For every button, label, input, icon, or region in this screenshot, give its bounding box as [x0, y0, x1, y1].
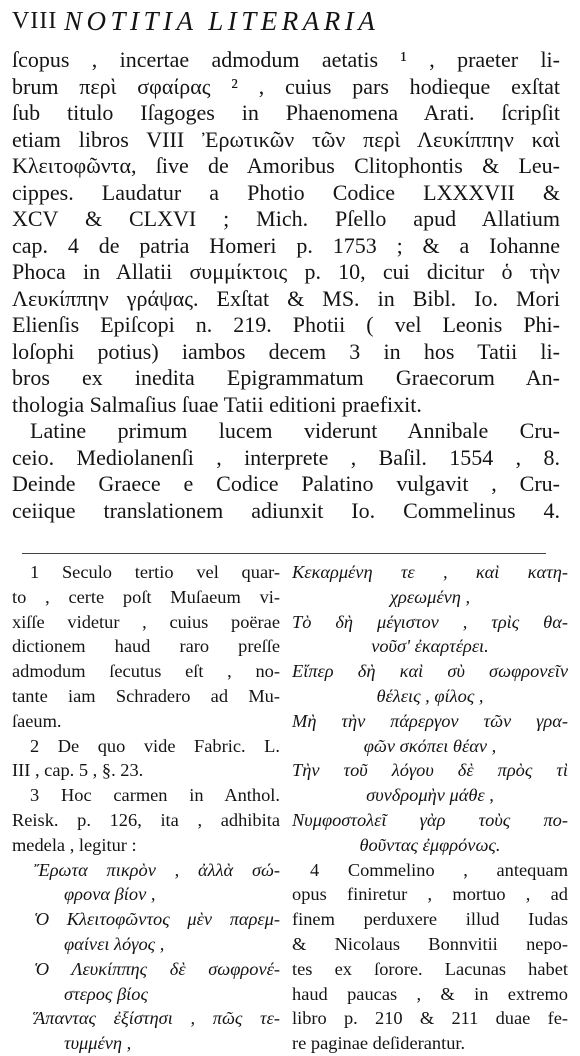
footnote-line: III , cap. 5 , §. 23. — [12, 760, 144, 781]
greek-verse-line: Μὴ τὴν πάρεργον τῶν γρα- — [292, 710, 568, 731]
text-line: Λευκίππην γράψας. Exſtat & MS. in Bibl. Io. Mori — [12, 285, 560, 311]
text-line: etiam libros VIII Ἐρωτικῶν τῶν περὶ Λευκίππην καὶ — [12, 126, 560, 152]
greek-verse-line: φρονα βίον , — [64, 884, 156, 905]
footnote-line: opus finiretur , mortuo , ad — [292, 884, 568, 905]
greek-verse-line: τυμμένη , — [64, 1033, 132, 1054]
footnote-rule — [22, 553, 546, 554]
footnote-line: admodum ſecutus eſt , no- — [12, 661, 280, 682]
text-line: loſophi potius) iambos decem 3 in hos Tatii li- — [12, 338, 560, 364]
greek-verse-line: Τὴν τοῦ λόγου δὲ πρὸς τὶ — [292, 760, 568, 781]
text-line: XCV & CLXVI ; Mich. Pſello apud Allatium — [12, 206, 560, 231]
greek-verse-line: Τὸ δὴ μέγιστον , τρὶς θα- — [292, 611, 568, 632]
text-line: Deinde Graece e Codice Palatino vulgavit , Cru- — [12, 471, 560, 496]
footnote-line: finem perduxere illud Iudas — [292, 909, 568, 930]
text-line: Κλειτοφῶντα, ſive de Amoribus Clitophontis & Leu- — [12, 153, 560, 178]
footnote-line: 3 Hoc carmen in Anthol. — [30, 785, 280, 806]
text-line: Phoca in Allatii συμμίκτοις p. 10, cui dicitur ὁ τὴν — [12, 259, 560, 284]
greek-verse-line: συνδρομὴν μάθε , — [366, 785, 494, 806]
greek-verse-line: φῶν σκόπει θέαν , — [363, 735, 497, 756]
greek-verse-line: Ἔρωτα πικρὸν , ἀλλὰ σώ- — [34, 859, 280, 880]
greek-verse-line: Ὁ Κλειτοφῶντος μὲν παρεμ- — [34, 909, 280, 930]
greek-verse-line: φαίνει λόγος , — [64, 933, 165, 954]
greek-verse-line: Ὁ Λευκίππης δὲ σωφρονέ- — [34, 958, 280, 979]
greek-verse-line: Εἴπερ δὴ καὶ σὺ σωφρονεῖν — [292, 661, 568, 682]
text-line: ſcopus , incertae admodum aetatis ¹ , praeter li- — [12, 47, 560, 72]
footnote-line: haud paucas , & in extremo — [292, 983, 568, 1004]
greek-verse-line: νοῦσ' ἐκαρτέρει. — [371, 636, 489, 657]
footnote-line: xiſſe videtur , cuius poërae — [12, 611, 280, 632]
footnotes-left-column — [12, 560, 280, 1056]
text-line: cippes. Laudatur a Photio Codice LXXXVII & — [12, 179, 560, 205]
text-line: thologia Salmaſius ſuae Tatii editioni praefixit. — [12, 391, 422, 417]
greek-verse-line: Ἅπαντας ἐξίστησι , πῶς τε- — [34, 1008, 280, 1029]
main-text — [12, 47, 560, 524]
footnote-line: tante iam Schradero ad Mu- — [12, 685, 280, 706]
footnote-line: tes ex ſorore. Lacunas habet — [292, 958, 568, 979]
footnote-line: libro p. 210 & 211 duae fe- — [292, 1008, 568, 1029]
footnote-line: ſaeum. — [12, 710, 62, 731]
greek-verse-line: θέλεις , φίλος , — [376, 685, 484, 706]
footnote-line: to , certe poſt Muſaeum vi- — [12, 586, 280, 607]
running-title: NOTITIA LITERARIA — [64, 6, 380, 36]
page-header — [12, 6, 568, 40]
text-line: bros ex inedita Epigrammatum Graecorum An- — [12, 365, 560, 390]
greek-verse-line: χρεωμένη , — [389, 586, 471, 607]
footnote-line: 2 De quo vide Fabric. L. — [30, 735, 280, 756]
text-line: brum περὶ σφαίρας ² , cuius pars hodieque exſtat — [12, 73, 560, 99]
text-line: Latine primum lucem viderunt Annibale Cru- — [30, 418, 560, 443]
text-line: Elienſis Epiſcopi n. 219. Photii ( vel Leonis Phi- — [12, 312, 560, 337]
footnote-line: & Nicolaus Bonnvitii nepo- — [292, 933, 568, 954]
footnotes-right-column — [292, 560, 568, 1056]
greek-verse-line: στερος βίος — [64, 983, 148, 1004]
text-line: ceio. Mediolanenſi , interprete , Baſil. 1554 , 8. — [12, 444, 560, 470]
greek-verse-line: Νυμφοστολεῖ γὰρ τοὺς πο- — [292, 809, 568, 830]
text-line: ſub titulo Iſagoges in Phaenomena Arati. ſcripſit — [12, 100, 560, 125]
page-number: VIII — [12, 8, 58, 34]
text-line: cap. 4 de patria Homeri p. 1753 ; & a Iohanne — [12, 232, 560, 258]
footnote-line: dictionem haud raro preſſe — [12, 636, 280, 657]
greek-verse-line: Κεκαρμένη τε , καὶ κατη- — [292, 562, 568, 582]
greek-verse-line: θοῦντας ἐμφρόνως. — [359, 834, 501, 855]
footnote-line: re paginae deſiderantur. — [292, 1033, 466, 1054]
footnote-line: 4 Commelino , antequam — [310, 859, 568, 880]
footnote-line: 1 Seculo tertio vel quar- — [30, 562, 280, 582]
text-line: ceiique translationem adiunxit Io. Commelinus 4. — [12, 497, 560, 523]
footnote-line: Reisk. p. 126, ita , adhibita — [12, 809, 280, 830]
footnote-line: medela , legitur : — [12, 834, 137, 855]
